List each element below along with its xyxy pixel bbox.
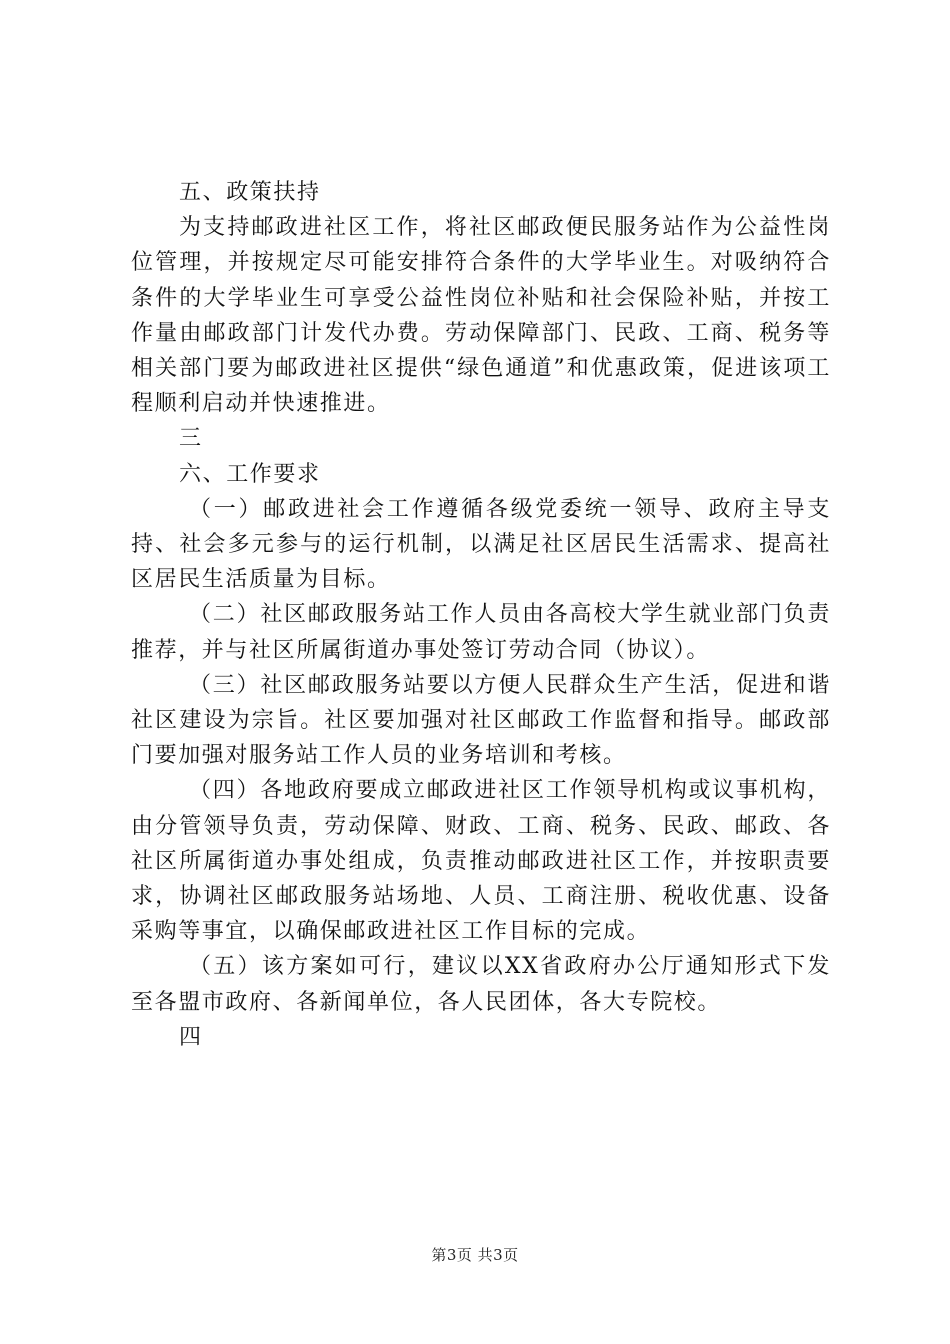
section-marker-three: 三: [179, 426, 203, 452]
section5-paragraph: 为支持邮政进社区工作，将社区邮政便民服务站作为公益性岗位管理，并按规定尽可能安排符合条件的大学毕业生。对吸纳符合条件的大学毕业生可享受公益性岗位补贴和社会保险补贴，并按工作量由邮政部门计发代办费。劳动保障部门、民政、工商、税务等相关部门要为邮政进社区提供“绿色通道”和优惠政策，促进该项工程顺利启动并快速推进。: [131, 215, 831, 417]
requirement-item-4: （四）各地政府要成立邮政进社区工作领导机构或议事机构，由分管领导负责，劳动保障、财政、工商、税务、民政、邮政、各社区所属街道办事处组成，负责推动邮政进社区工作，并按职责要求，协调社区邮政服务站场地、人员、工商注册、税收优惠、设备采购等事宜，以确保邮政进社区工作目标的完成。: [131, 778, 831, 945]
document-body: [131, 175, 831, 1055]
requirement-item-1: （一）邮政进社会工作遵循各级党委统一领导、政府主导支持、社会多元参与的运行机制，以满足社区居民生活需求、提高社区居民生活质量为目标。: [131, 496, 831, 593]
requirement-item-3: （三）社区邮政服务站要以方便人民群众生产生活，促进和谐社区建设为宗旨。社区要加强对社区邮政工作监督和指导。邮政部门要加强对服务站工作人员的业务培训和考核。: [131, 672, 831, 769]
requirement-item-5: （五）该方案如可行，建议以XX省政府办公厅通知形式下发至各盟市政府、各新闻单位，各人民团体，各大专院校。: [131, 954, 831, 1015]
requirement-item-2: （二）社区邮政服务站工作人员由各高校大学生就业部门负责推荐，并与社区所属街道办事处签订劳动合同（协议）。: [131, 602, 831, 663]
section5-heading: 五、政策扶持: [179, 180, 321, 205]
section-marker-four: 四: [179, 1024, 203, 1050]
page-number-footer: 第3页 共3页: [431, 1246, 519, 1264]
section6-heading: 六、工作要求: [179, 461, 321, 487]
